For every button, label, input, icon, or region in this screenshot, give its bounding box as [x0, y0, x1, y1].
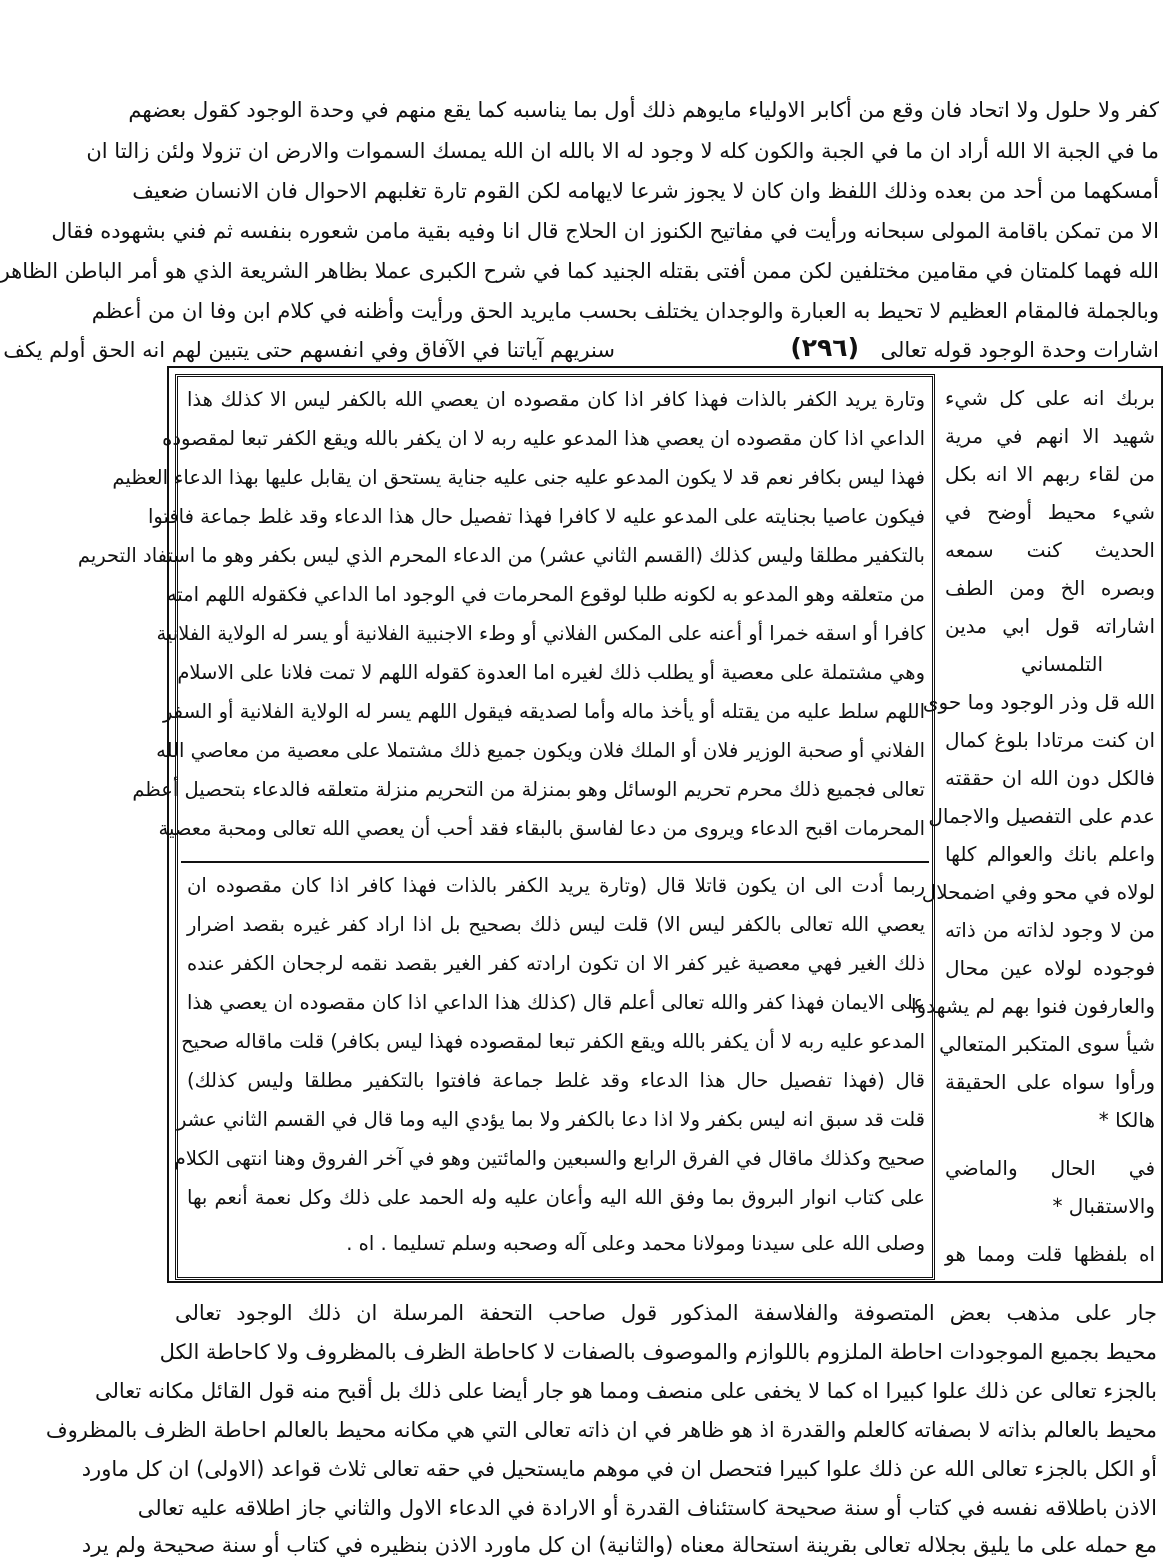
text-line: وبالجملة فالمقام العظيم لا تحيط به العبارة والوجدان يختلف بحسب مايريد الحق ورأيت وأظنه في كلام ابن وفا ان من أعظم — [91, 299, 1159, 323]
margin-line: واعلم بانك والعوالم كلها — [945, 842, 1155, 866]
commentary-line: الداعي اذا كان مقصوده ان يعصي هذا المدعو عليه ربه لا ان يكفر بالله ويقع الكفر تبعا لمقصوده — [162, 427, 925, 450]
text-line: أو الكل بالجزء تعالى الله عن ذلك علوا كبيرا فتحصل ان في موهم مايستحيل في حقه تعالى ثلاث قواعد (الاولى) ان كل ماورد — [81, 1457, 1157, 1481]
commentary-line: وتارة يريد الكفر بالذات فهذا كافر اذا كان مقصوده ان يعصي الله بالكفر ليس الا كذلك هذا — [187, 388, 925, 411]
commentary-line: بالتكفير مطلقا وليس كذلك (القسم الثاني عشر) من الدعاء المحرم الذي ليس بكفر وهو ما استفاد التحريم — [77, 544, 925, 567]
commentary-line: وصلى الله على سيدنا ومولانا محمد وعلى آله وصحبه وسلم تسليما . اه . — [346, 1232, 925, 1255]
margin-line: فالكل دون الله ان حققته — [945, 766, 1155, 790]
commentary-line: كافرا أو اسقه خمرا أو أعنه على المكس الفلاني أو وطء الاجنبية الفلانية أو يسر له الولاية الفلانية — [156, 622, 925, 645]
margin-line: من لقاء ربهم الا انه بكل — [945, 462, 1155, 486]
commentary-line: قلت قد سبق انه ليس بكفر ولا اذا دعا بالكفر ولا بما يؤدي اليه وما قال في القسم الثاني عشر — [177, 1108, 925, 1131]
commentary-line: على الايمان فهذا كفر والله تعالى أعلم قال (كذلك هذا الداعي اذا كان مقصوده ان يعصي هذا — [187, 991, 925, 1014]
text-line: ما في الجبة الا الله أراد ان ما في الجبة والكون كله لا وجود له الا بالله ان الله يمسك السموات والارض ان تزولا ولئن زالتا ان — [86, 139, 1159, 163]
commentary-line: ذلك الغير فهي معصية غير كفر الا ان تكون ارادته كفر الغير بقصد نقمه لرجحان الكفر عنده — [187, 952, 925, 975]
margin-line: ان كنت مرتادا بلوغ كمال — [945, 728, 1155, 752]
margin-line: من لا وجود لذاته من ذاته — [945, 918, 1155, 942]
margin-line: عدم على التفصيل والاجمال — [928, 804, 1155, 828]
commentary-line: على كتاب انوار البروق بما وفق الله اليه وأعان عليه وله الحمد على ذلك وكل نعمة أنعم بها — [187, 1186, 925, 1209]
margin-line: الله قل وذر الوجود وما حوى — [922, 690, 1155, 714]
text-line: مع حمله على ما يليق بجلاله تعالى بقرينة استحالة معناه (والثانية) ان كل ماورد الاذن بنظيره في كتاب أو سنة صحيحة ولم يرد — [81, 1533, 1157, 1557]
margin-line: ورأوا سواه على الحقيقة — [945, 1070, 1155, 1094]
text-line: محيط بجميع الموجودات احاطة الملزوم باللوازم والموصوف بالصفات لا كاحاطة الظرف بالمظروف ولا كاحاطة الكل — [159, 1340, 1157, 1364]
commentary-line: فهذا ليس بكافر نعم قد لا يكون المدعو عليه جنى عليه جناية يستحق ان يقابل عليها بهذا الدعاء العظيم — [112, 466, 925, 489]
margin-line: وبصره الخ ومن الطف — [945, 576, 1155, 600]
text-line: محيط بالعالم بذاته لا بصفاته كالعلم والقدرة اذ هو ظاهر في ان ذاته تعالى التي هي مكانه محيط بالعالم احاطة الظرف بالمظروف — [45, 1418, 1157, 1442]
commentary-line: صحيح وكذلك ماقال في الفرق الرابع والسبعين والمائتين وهو في آخر الفروق وهنا انتهى الكلام — [173, 1147, 925, 1170]
commentary-line: الفلاني أو صحبة الوزير فلان أو الملك فلان ويكون جميع ذلك مشتملا على معصية من معاصي الله — [156, 739, 925, 762]
commentary-line: اللهم سلط عليه من يقتله أو يأخذ ماله وأما لصديقه فيقول اللهم يسر له الولاية الفلانية أو السفر — [163, 700, 925, 723]
commentary-line: المدعو عليه ربه لا أن يكفر بالله ويقع الكفر تبعا لمقصوده فهذا ليس بكافر) قلت ماقاله صحيح — [181, 1030, 925, 1053]
line-segment-right: اشارات وحدة الوجود قوله تعالى — [880, 338, 1159, 362]
margin-line: والاستقبال * — [1052, 1194, 1155, 1218]
margin-line: فوجوده لولاه عين محال — [945, 956, 1155, 980]
margin-line: بربك انه على كل شيء — [945, 386, 1155, 410]
text-line: الله فهما كلمتان في مقامين مختلفين لكن ممن أفتى بقتله الجنيد كما في شرح الكبرى عملا بظاهر الشريعة الذي هو أمر الباطن الظاهر — [0, 259, 1159, 283]
commentary-line: فيكون عاصيا بجنايته على المدعو عليه لا كافرا فهذا تفصيل حال هذا الدعاء وقد غلط جماعة فافتوا — [147, 505, 925, 528]
commentary-line: ربما أدت الى ان يكون قاتلا قال (وتارة يريد الكفر بالذات فهذا كافر اذا كان مقصوده ان — [187, 874, 925, 897]
commentary-line: وهي مشتملة على معصية أو يطلب ذلك لغيره اما العدوة كقوله اللهم لا تمت فلانا على الاسلام — [177, 661, 925, 684]
text-line: الا من تمكن باقامة المولى سبحانه ورأيت في مفاتيح الكنوز ان الحلاج قال انا وفيه بقية مامن شعوره بنفسه ثم فني بشهوده فقال — [51, 219, 1159, 243]
commentary-line: قال (فهذا تفصيل حال هذا الدعاء وقد غلط جماعة فافتوا بالتكفير مطلقا وليس كذلك) — [187, 1069, 925, 1092]
text-line: كفر ولا حلول ولا اتحاد فان وقع من أكابر الاولياء مايوهم ذلك أول بما يناسبه كما يقع منهم في وحدة الوجود كقول بعضهم — [128, 98, 1159, 122]
margin-line: هالكا * — [1098, 1108, 1155, 1132]
margin-line: التلمساني — [1020, 652, 1103, 676]
commentary-line: تعالى فجميع ذلك محرم تحريم الوسائل وهو بمنزلة من التحريم منزلة متعلقه فالدعاء بتحصيل أعظم — [132, 778, 925, 801]
margin-line: شيأ سوى المتكبر المتعالي — [939, 1032, 1155, 1056]
margin-line: اشاراته قول ابي مدين — [945, 614, 1155, 638]
text-line: جار على مذهب بعض المتصوفة والفلاسفة المذكور قول صاحب التحفة المرسلة ان ذلك الوجود تعالى — [175, 1301, 1157, 1325]
line-segment-left: سنريهم آياتنا في الآفاق وفي انفسهم حتى يتبين لهم انه الحق أولم يكف — [3, 338, 615, 362]
margin-line: الحديث كنت سمعه — [945, 538, 1155, 562]
margin-line: شيء محيط أوضح في — [945, 500, 1155, 524]
text-line: أمسكهما من أحد من بعده وذلك اللفظ وان كان لا يجوز شرعا لايهامه لكن القوم تارة تغلبهم الاحوال فان الانسان ضعيف — [132, 179, 1159, 203]
commentary-line: من متعلقه وهو المدعو به لكونه طلبا لوقوع المحرمات في الوجود اما الداعي فكقوله اللهم امته — [166, 583, 925, 606]
text-line: بالجزء تعالى عن ذلك علوا كبيرا اه كما لا يخفى على منصف ومما هو جار أيضا على ذلك بل أقبح منه قول القائل مكانه تعالى — [95, 1379, 1157, 1403]
margin-line: شهيد الا انهم في مرية — [945, 424, 1155, 448]
box-divider — [181, 861, 929, 863]
margin-line: لولاه في محو وفي اضمحلال — [921, 880, 1155, 904]
margin-line: في الحال والماضي — [945, 1156, 1155, 1180]
commentary-line: المحرمات اقبح الدعاء ويروى من دعا لفاسق بالبقاء فقد أحب أن يعصي الله تعالى ومحبة معصية — [158, 817, 925, 840]
text-line: الاذن باطلاقه نفسه في كتاب أو سنة صحيحة كاستئناف القدرة أو الارادة في الدعاء الاول والثاني جاز اطلاقه عليه تعالى — [137, 1496, 1157, 1520]
commentary-line: يعصي الله تعالى بالكفر ليس الا) قلت ليس ذلك بصحيح بل اذا اراد كفر غيره بقصد اضرار — [187, 913, 925, 936]
margin-line: والعارفون فنوا بهم لم يشهدوا — [910, 994, 1155, 1018]
margin-line: اه بلفظها قلت ومما هو — [945, 1242, 1155, 1266]
header-line-with-page-number — [3, 331, 1159, 369]
page-number: (٢٩٦) — [790, 333, 859, 362]
